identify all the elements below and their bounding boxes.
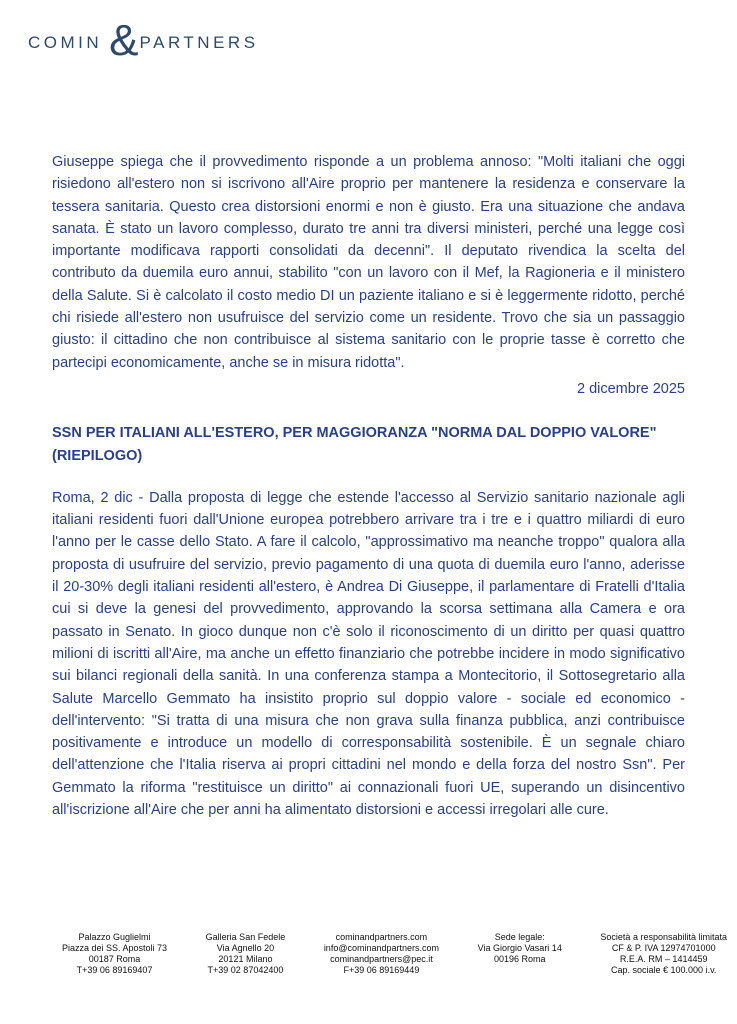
article-paragraph-main: Roma, 2 dic - Dalla proposta di legge che estende l'accesso al Servizio sanitario nazionale agli italiani residenti fuori dall'Unione europea potrebbero arrivare tra i tre e i quattro miliardi di euro l'anno per le casse dello Stato. A fare il calcolo, "approssimativo ma neanche troppo" qualora alla proposta di usufruire del servizio, previo pagamento di una quota di duemila euro l'anno, aderisse il 20-30% degli italiani residenti all'estero, è Andrea Di Giuseppe, il parlamentare di Fratelli d'Italia cui si deve la genesi del provvedimento, approvando la scorsa settimana alla Camera e ora passato in Senato. In gioco dunque non c'è solo il riconoscimento di un diritto per quasi quattro milioni di iscritti all'Aire, ma anche un effetto finanziario che potrebbe incidere in modo significativo sui bilanci regionali della sanità. In una conferenza stampa a Montecitorio, il Sottosegretario alla Salute Marcello Gemmato ha insistito proprio sul doppio valore - sociale ed economico - dell'intervento: "Si tratta di una misura che non grava sulla finanza pubblica, anzi contribuisce positivamente e introduce un modello di corresponsabilità sostenibile. È un segnale chiaro dell'attenzione che l'Italia riserva ai propri cittadini nel mondo e della forza del nostro Ssn". Per Gemmato la riforma "restituisce un diritto" ai connazionali fuori UE, superando un disincentivo all'iscrizione all'Aire che per anni ha alimentato distorsioni e accessi irregolari alle cure. [52,489,685,819]
page-footer [0,932,737,976]
article-date: 2 dicembre 2025 [576,380,685,397]
footer-line: info@cominandpartners.com [323,943,440,953]
footer-contacts [324,932,439,976]
footer-line: F+39 06 89169449 [343,965,420,975]
footer-line: R.E.A. RM – 1414459 [619,954,708,964]
footer-line: Società a responsabilità limitata [600,932,727,942]
footer-address-rome [62,932,167,976]
logo-word-partners: PARTNERS [139,33,259,53]
footer-line: Palazzo Guglielmi [78,932,151,942]
logo-word-comin: COMIN [28,33,103,53]
footer-line: Via Giorgio Vasari 14 [477,943,562,953]
footer-company-info [600,932,727,976]
footer-line: 00187 Roma [88,954,141,964]
company-logo [28,16,259,65]
footer-line: Cap. sociale € 100.000 i.v. [611,965,717,975]
footer-line: cominandpartners@pec.it [330,954,433,964]
footer-line: T+39 02 87042400 [207,965,284,975]
footer-line: 20121 Milano [218,954,273,964]
logo-ampersand-icon: & [109,16,139,65]
footer-line: Galleria San Fedele [205,932,286,942]
footer-address-milan [206,932,286,976]
footer-line: CF & P. IVA 12974701000 [611,943,716,953]
footer-line: Piazza dei SS. Apostoli 73 [62,943,168,953]
article-body [52,151,685,821]
article-headline: SSN PER ITALIANI ALL'ESTERO, PER MAGGIORANZA "NORMA DAL DOPPIO VALORE" (RIEPILOGO) [52,425,657,464]
footer-legal-address [478,932,562,965]
footer-line: cominandpartners.com [335,932,428,942]
article-paragraph-quote: Giuseppe spiega che il provvedimento risponde a un problema annoso: "Molti italiani che oggi risiedono all'estero non si iscrivono all'Aire proprio per mantenere la residenza e conservare la tessera sanitaria. Questo crea distorsioni enormi e non è giusto. Era una situazione che andava sanata. È stato un lavoro complesso, durato tre anni tra diversi ministeri, perché una legge così importante modificava rapporti consolidati da decenni". Il deputato rivendica la scelta del contributo da duemila euro annui, stabilito "con un lavoro con il Mef, la Ragioneria e il ministero della Salute. Si è calcolato il costo medio DI un paziente italiano e si è leggermente ridotto, perché chi risiede all'estero non usufruisce del servizio come un residente. Trovo che sia un passaggio giusto: il cittadino che non contribuisce al sistema sanitario con le proprie tasse è corretto che partecipi economicamente, anche se in misura ridotta". [52,154,685,371]
footer-line: Via Agnello 20 [216,943,275,953]
footer-line: 00196 Roma [493,954,546,964]
footer-line: T+39 06 89169407 [76,965,153,975]
footer-line: Sede legale: [494,932,545,942]
